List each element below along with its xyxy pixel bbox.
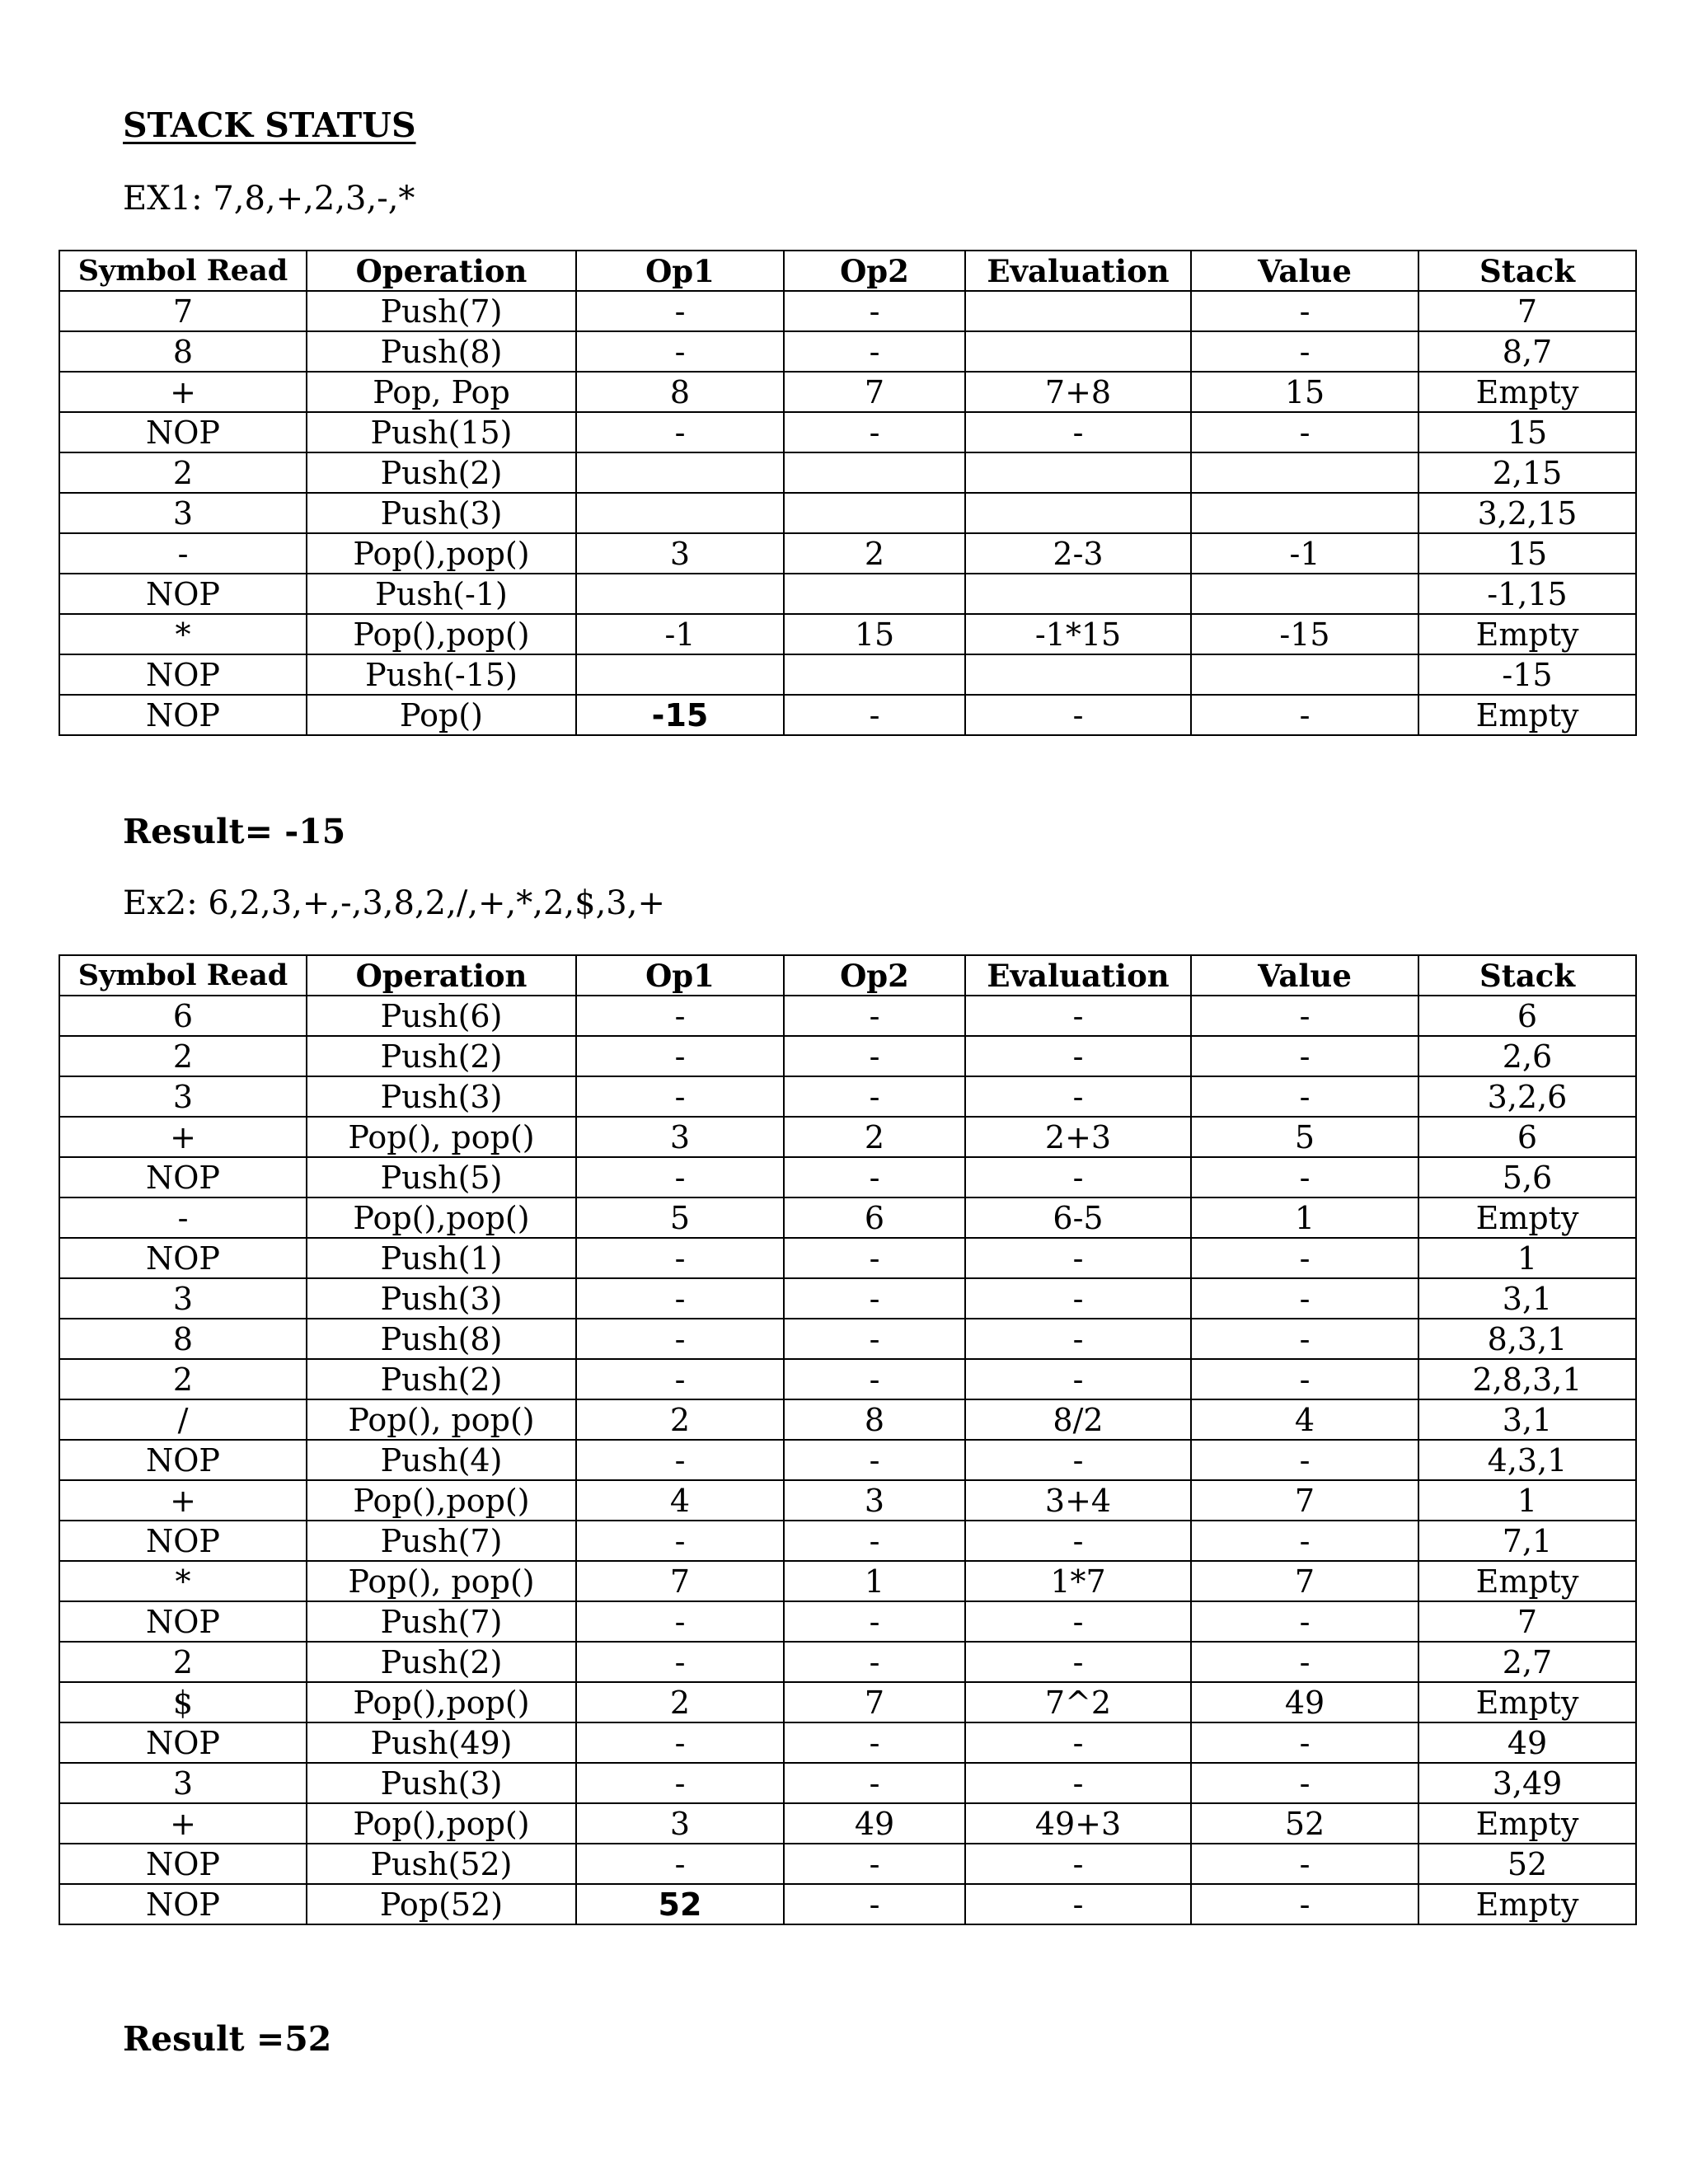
table-row <box>59 412 1636 452</box>
symbol-read-cell: / <box>59 1399 307 1440</box>
value-cell: - <box>1191 291 1418 331</box>
op2-cell <box>784 493 965 533</box>
operation-cell: Push(2) <box>307 1642 576 1682</box>
op1-cell: - <box>576 1278 784 1319</box>
op1-cell: - <box>576 1319 784 1359</box>
op2-cell: - <box>784 331 965 372</box>
stack-cell: 3,2,6 <box>1418 1076 1636 1117</box>
op1-cell: - <box>576 996 784 1036</box>
value-cell: 4 <box>1191 1399 1418 1440</box>
operation-cell: Pop(), pop() <box>307 1117 576 1157</box>
operation-cell: Push(-15) <box>307 654 576 695</box>
table-row <box>59 654 1636 695</box>
operation-cell: Pop(52) <box>307 1884 576 1924</box>
evaluation-cell: 8/2 <box>965 1399 1191 1440</box>
evaluation-cell: - <box>965 412 1191 452</box>
symbol-read-cell: * <box>59 614 307 654</box>
op2-cell: - <box>784 996 965 1036</box>
evaluation-cell: - <box>965 1440 1191 1480</box>
value-cell: - <box>1191 1722 1418 1763</box>
op1-cell <box>576 493 784 533</box>
evaluation-cell: - <box>965 1601 1191 1642</box>
symbol-read-cell: + <box>59 1117 307 1157</box>
value-cell: 7 <box>1191 1480 1418 1521</box>
stack-cell: 7 <box>1418 1601 1636 1642</box>
stack-cell: 3,1 <box>1418 1399 1636 1440</box>
value-cell: - <box>1191 1359 1418 1399</box>
op2-cell: 1 <box>784 1561 965 1601</box>
evaluation-cell: 2+3 <box>965 1117 1191 1157</box>
op1-cell: - <box>576 1763 784 1803</box>
operation-cell: Push(5) <box>307 1157 576 1197</box>
value-cell: - <box>1191 1642 1418 1682</box>
table-row <box>59 1440 1636 1480</box>
table-row <box>59 1642 1636 1682</box>
stack-cell: -15 <box>1418 654 1636 695</box>
header-op1: Op1 <box>576 251 784 291</box>
op1-cell: 7 <box>576 1561 784 1601</box>
header-stack: Stack <box>1418 251 1636 291</box>
value-cell: - <box>1191 1278 1418 1319</box>
op1-cell: - <box>576 1722 784 1763</box>
evaluation-cell: - <box>965 996 1191 1036</box>
table-row <box>59 1278 1636 1319</box>
op2-cell: 3 <box>784 1480 965 1521</box>
stack-cell: 2,6 <box>1418 1036 1636 1076</box>
value-cell <box>1191 654 1418 695</box>
stack-cell: 4,3,1 <box>1418 1440 1636 1480</box>
header-operation: Operation <box>307 251 576 291</box>
operation-cell: Push(-1) <box>307 574 576 614</box>
symbol-read-cell: NOP <box>59 1884 307 1924</box>
stack-cell: 52 <box>1418 1844 1636 1884</box>
stack-cell: Empty <box>1418 695 1636 735</box>
ex2-result: Result =52 <box>123 2019 332 2059</box>
value-cell: - <box>1191 1521 1418 1561</box>
operation-cell: Push(2) <box>307 1359 576 1399</box>
value-cell: - <box>1191 1036 1418 1076</box>
table-row <box>59 291 1636 331</box>
op1-cell: 52 <box>576 1884 784 1924</box>
op2-cell: - <box>784 1844 965 1884</box>
op2-cell: - <box>784 1238 965 1278</box>
op1-cell: 8 <box>576 372 784 412</box>
value-cell: - <box>1191 1440 1418 1480</box>
symbol-read-cell: 6 <box>59 996 307 1036</box>
op1-cell: 2 <box>576 1399 784 1440</box>
op1-cell: - <box>576 291 784 331</box>
stack-cell: 49 <box>1418 1722 1636 1763</box>
evaluation-cell: - <box>965 1763 1191 1803</box>
table-row <box>59 1803 1636 1844</box>
symbol-read-cell: 7 <box>59 291 307 331</box>
operation-cell: Pop(),pop() <box>307 1480 576 1521</box>
op2-cell: - <box>784 412 965 452</box>
value-cell: - <box>1191 1844 1418 1884</box>
stack-cell: 3,2,15 <box>1418 493 1636 533</box>
value-cell: -1 <box>1191 533 1418 574</box>
operation-cell: Pop(), pop() <box>307 1399 576 1440</box>
stack-cell: 3,1 <box>1418 1278 1636 1319</box>
symbol-read-cell: 2 <box>59 1359 307 1399</box>
value-cell: - <box>1191 1319 1418 1359</box>
operation-cell: Push(15) <box>307 412 576 452</box>
op1-cell: 5 <box>576 1197 784 1238</box>
op1-cell: - <box>576 331 784 372</box>
stack-cell: Empty <box>1418 1197 1636 1238</box>
table-row <box>59 1319 1636 1359</box>
operation-cell: Pop(),pop() <box>307 1803 576 1844</box>
operation-cell: Push(52) <box>307 1844 576 1884</box>
table-row <box>59 574 1636 614</box>
op1-cell: - <box>576 1238 784 1278</box>
table-row <box>59 1399 1636 1440</box>
symbol-read-cell: $ <box>59 1682 307 1722</box>
page-heading: STACK STATUS <box>123 105 416 145</box>
op1-cell: 3 <box>576 533 784 574</box>
op2-cell: - <box>784 1642 965 1682</box>
op2-cell: - <box>784 1359 965 1399</box>
evaluation-cell: -1*15 <box>965 614 1191 654</box>
op2-cell: - <box>784 1278 965 1319</box>
evaluation-cell: 49+3 <box>965 1803 1191 1844</box>
table-row <box>59 452 1636 493</box>
value-cell: - <box>1191 331 1418 372</box>
evaluation-cell: - <box>965 1521 1191 1561</box>
table-row <box>59 1844 1636 1884</box>
header-value: Value <box>1191 251 1418 291</box>
evaluation-cell: - <box>965 695 1191 735</box>
symbol-read-cell: 3 <box>59 1076 307 1117</box>
symbol-read-cell: NOP <box>59 1157 307 1197</box>
stack-cell: 6 <box>1418 996 1636 1036</box>
evaluation-cell <box>965 452 1191 493</box>
header-symbol-read: Symbol Read <box>59 955 307 996</box>
header-operation: Operation <box>307 955 576 996</box>
operation-cell: Pop(),pop() <box>307 533 576 574</box>
evaluation-cell: - <box>965 1076 1191 1117</box>
stack-cell: 1 <box>1418 1238 1636 1278</box>
op2-cell: - <box>784 1076 965 1117</box>
symbol-read-cell: 3 <box>59 1278 307 1319</box>
operation-cell: Push(6) <box>307 996 576 1036</box>
table-row <box>59 1601 1636 1642</box>
header-evaluation: Evaluation <box>965 955 1191 996</box>
evaluation-cell: 2-3 <box>965 533 1191 574</box>
op2-cell: 7 <box>784 1682 965 1722</box>
operation-cell: Push(3) <box>307 1763 576 1803</box>
operation-cell: Pop, Pop <box>307 372 576 412</box>
symbol-read-cell: + <box>59 1803 307 1844</box>
op1-cell: - <box>576 1521 784 1561</box>
operation-cell: Push(2) <box>307 1036 576 1076</box>
op2-cell: 2 <box>784 1117 965 1157</box>
operation-cell: Push(7) <box>307 291 576 331</box>
operation-cell: Push(2) <box>307 452 576 493</box>
ex1-result: Result= -15 <box>123 812 346 851</box>
operation-cell: Pop() <box>307 695 576 735</box>
symbol-read-cell: NOP <box>59 1521 307 1561</box>
op2-cell: - <box>784 291 965 331</box>
stack-cell: 15 <box>1418 412 1636 452</box>
op2-cell: - <box>784 1884 965 1924</box>
table-row <box>59 1359 1636 1399</box>
value-cell <box>1191 452 1418 493</box>
stack-cell: 8,3,1 <box>1418 1319 1636 1359</box>
table-row <box>59 331 1636 372</box>
op2-cell: - <box>784 1440 965 1480</box>
evaluation-cell <box>965 654 1191 695</box>
symbol-read-cell: + <box>59 372 307 412</box>
evaluation-cell: - <box>965 1036 1191 1076</box>
operation-cell: Push(8) <box>307 1319 576 1359</box>
op2-cell: 6 <box>784 1197 965 1238</box>
symbol-read-cell: NOP <box>59 574 307 614</box>
value-cell: - <box>1191 1763 1418 1803</box>
symbol-read-cell: + <box>59 1480 307 1521</box>
ex2-expression: Ex2: 6,2,3,+,-,3,8,2,/,+,*,2,$,3,+ <box>123 884 665 922</box>
evaluation-cell: - <box>965 1722 1191 1763</box>
op2-cell: 7 <box>784 372 965 412</box>
value-cell <box>1191 574 1418 614</box>
op1-cell <box>576 654 784 695</box>
operation-cell: Pop(),pop() <box>307 1682 576 1722</box>
value-cell: - <box>1191 1076 1418 1117</box>
op1-cell: - <box>576 1440 784 1480</box>
stack-cell: Empty <box>1418 1561 1636 1601</box>
op2-cell: - <box>784 1319 965 1359</box>
op1-cell: - <box>576 1359 784 1399</box>
operation-cell: Push(3) <box>307 493 576 533</box>
table-row <box>59 1157 1636 1197</box>
operation-cell: Push(3) <box>307 1076 576 1117</box>
value-cell: - <box>1191 1884 1418 1924</box>
evaluation-cell: - <box>965 1642 1191 1682</box>
table-header-row <box>59 251 1636 291</box>
op2-cell: - <box>784 1601 965 1642</box>
evaluation-cell <box>965 331 1191 372</box>
symbol-read-cell: 3 <box>59 1763 307 1803</box>
table-header-row <box>59 955 1636 996</box>
operation-cell: Pop(),pop() <box>307 1197 576 1238</box>
op1-cell: - <box>576 1036 784 1076</box>
stack-cell: 6 <box>1418 1117 1636 1157</box>
ex2-stack-table <box>59 954 1637 1925</box>
table-row <box>59 1521 1636 1561</box>
table-row <box>59 1763 1636 1803</box>
op2-cell: 49 <box>784 1803 965 1844</box>
operation-cell: Pop(),pop() <box>307 614 576 654</box>
op1-cell: -15 <box>576 695 784 735</box>
op1-cell <box>576 574 784 614</box>
symbol-read-cell: NOP <box>59 412 307 452</box>
value-cell: 7 <box>1191 1561 1418 1601</box>
op2-cell: 2 <box>784 533 965 574</box>
ex1-expression: EX1: 7,8,+,2,3,-,* <box>123 180 415 218</box>
symbol-read-cell: 2 <box>59 1642 307 1682</box>
evaluation-cell: 7+8 <box>965 372 1191 412</box>
value-cell: - <box>1191 412 1418 452</box>
header-op1: Op1 <box>576 955 784 996</box>
op1-cell: - <box>576 1157 784 1197</box>
evaluation-cell <box>965 291 1191 331</box>
op2-cell: 8 <box>784 1399 965 1440</box>
value-cell: -15 <box>1191 614 1418 654</box>
stack-cell: 1 <box>1418 1480 1636 1521</box>
stack-cell: 7 <box>1418 291 1636 331</box>
symbol-read-cell: 3 <box>59 493 307 533</box>
table-row <box>59 1197 1636 1238</box>
stack-cell: 8,7 <box>1418 331 1636 372</box>
op2-cell: - <box>784 1722 965 1763</box>
op1-cell: 3 <box>576 1117 784 1157</box>
operation-cell: Push(7) <box>307 1521 576 1561</box>
evaluation-cell: - <box>965 1238 1191 1278</box>
table-row <box>59 1682 1636 1722</box>
stack-cell: Empty <box>1418 1884 1636 1924</box>
evaluation-cell <box>965 574 1191 614</box>
table-row <box>59 695 1636 735</box>
value-cell <box>1191 493 1418 533</box>
stack-cell: Empty <box>1418 1682 1636 1722</box>
op2-cell <box>784 452 965 493</box>
op2-cell: - <box>784 1036 965 1076</box>
op1-cell: 2 <box>576 1682 784 1722</box>
op1-cell: - <box>576 1844 784 1884</box>
operation-cell: Push(3) <box>307 1278 576 1319</box>
symbol-read-cell: * <box>59 1561 307 1601</box>
value-cell: - <box>1191 1601 1418 1642</box>
op2-cell: - <box>784 1157 965 1197</box>
ex1-stack-table <box>59 250 1637 736</box>
op1-cell: -1 <box>576 614 784 654</box>
table-row <box>59 533 1636 574</box>
header-op2: Op2 <box>784 955 965 996</box>
op2-cell: - <box>784 1521 965 1561</box>
symbol-read-cell: 8 <box>59 331 307 372</box>
symbol-read-cell: NOP <box>59 1440 307 1480</box>
op2-cell <box>784 574 965 614</box>
evaluation-cell: 3+4 <box>965 1480 1191 1521</box>
table-row <box>59 1036 1636 1076</box>
table-row <box>59 493 1636 533</box>
table-row <box>59 1076 1636 1117</box>
evaluation-cell: 6-5 <box>965 1197 1191 1238</box>
operation-cell: Push(49) <box>307 1722 576 1763</box>
symbol-read-cell: NOP <box>59 1722 307 1763</box>
op1-cell: - <box>576 1601 784 1642</box>
op1-cell: - <box>576 412 784 452</box>
symbol-read-cell: - <box>59 533 307 574</box>
table-row <box>59 1722 1636 1763</box>
stack-cell: 2,7 <box>1418 1642 1636 1682</box>
symbol-read-cell: 2 <box>59 1036 307 1076</box>
stack-cell: -1,15 <box>1418 574 1636 614</box>
op2-cell: 15 <box>784 614 965 654</box>
table-row <box>59 1238 1636 1278</box>
evaluation-cell: - <box>965 1278 1191 1319</box>
header-value: Value <box>1191 955 1418 996</box>
value-cell: - <box>1191 695 1418 735</box>
stack-cell: Empty <box>1418 372 1636 412</box>
stack-cell: 2,15 <box>1418 452 1636 493</box>
value-cell: - <box>1191 1157 1418 1197</box>
symbol-read-cell: NOP <box>59 1601 307 1642</box>
evaluation-cell: 1*7 <box>965 1561 1191 1601</box>
op1-cell <box>576 452 784 493</box>
symbol-read-cell: - <box>59 1197 307 1238</box>
symbol-read-cell: NOP <box>59 654 307 695</box>
symbol-read-cell: NOP <box>59 1238 307 1278</box>
value-cell: 5 <box>1191 1117 1418 1157</box>
symbol-read-cell: NOP <box>59 695 307 735</box>
header-symbol-read: Symbol Read <box>59 251 307 291</box>
op1-cell: 3 <box>576 1803 784 1844</box>
operation-cell: Pop(), pop() <box>307 1561 576 1601</box>
stack-cell: 5,6 <box>1418 1157 1636 1197</box>
evaluation-cell: - <box>965 1157 1191 1197</box>
evaluation-cell: - <box>965 1844 1191 1884</box>
evaluation-cell: - <box>965 1884 1191 1924</box>
table-row <box>59 1480 1636 1521</box>
table-row <box>59 614 1636 654</box>
header-evaluation: Evaluation <box>965 251 1191 291</box>
table-row <box>59 1884 1636 1924</box>
op1-cell: 4 <box>576 1480 784 1521</box>
table-row <box>59 1561 1636 1601</box>
table-row <box>59 372 1636 412</box>
value-cell: - <box>1191 996 1418 1036</box>
stack-cell: Empty <box>1418 614 1636 654</box>
evaluation-cell: 7^2 <box>965 1682 1191 1722</box>
operation-cell: Push(4) <box>307 1440 576 1480</box>
evaluation-cell: - <box>965 1319 1191 1359</box>
table-row <box>59 996 1636 1036</box>
operation-cell: Push(8) <box>307 331 576 372</box>
symbol-read-cell: 2 <box>59 452 307 493</box>
op2-cell: - <box>784 695 965 735</box>
op2-cell: - <box>784 1763 965 1803</box>
stack-cell: 3,49 <box>1418 1763 1636 1803</box>
value-cell: - <box>1191 1238 1418 1278</box>
evaluation-cell <box>965 493 1191 533</box>
header-stack: Stack <box>1418 955 1636 996</box>
value-cell: 49 <box>1191 1682 1418 1722</box>
operation-cell: Push(1) <box>307 1238 576 1278</box>
evaluation-cell: - <box>965 1359 1191 1399</box>
op1-cell: - <box>576 1642 784 1682</box>
header-op2: Op2 <box>784 251 965 291</box>
value-cell: 15 <box>1191 372 1418 412</box>
op2-cell <box>784 654 965 695</box>
table-row <box>59 1117 1636 1157</box>
stack-cell: 2,8,3,1 <box>1418 1359 1636 1399</box>
symbol-read-cell: NOP <box>59 1844 307 1884</box>
stack-cell: Empty <box>1418 1803 1636 1844</box>
symbol-read-cell: 8 <box>59 1319 307 1359</box>
operation-cell: Push(7) <box>307 1601 576 1642</box>
stack-cell: 7,1 <box>1418 1521 1636 1561</box>
op1-cell: - <box>576 1076 784 1117</box>
value-cell: 1 <box>1191 1197 1418 1238</box>
stack-cell: 15 <box>1418 533 1636 574</box>
value-cell: 52 <box>1191 1803 1418 1844</box>
